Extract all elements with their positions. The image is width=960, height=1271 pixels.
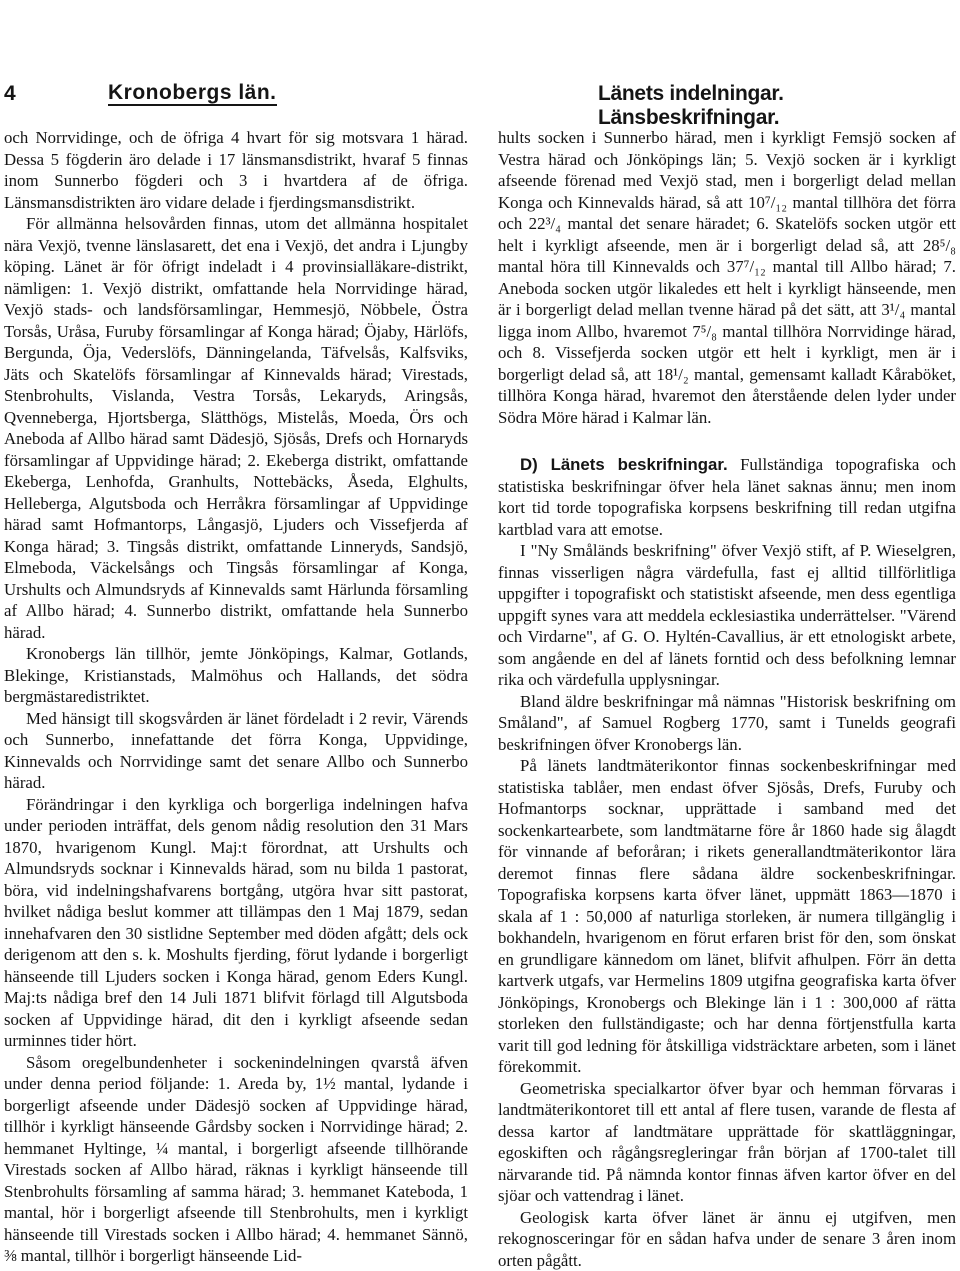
paragraph: Såsom oregelbundenheter i sockenindelningen qvarstå äfven under denna period följande: 1. Areda by, 1½ mantal, lydande i borgerligt afseende under Dädesjö socken af Uppvidinge härad, tillhör i kyrkligt hänseende Gårdsby socken i Norrvidinge härad; 2. hemmanet Hyltinge, ¼ mantal, i borgerligt afseende tillhörande Virestads socken af Allbo härad, räknas i kyrkligt hänseende till Stenbrohults församling af samma härad; 3. hemmanet Kateboda, 1 mantal, hör i borgerligt afseende till Stenbrohults, men i kyrkligt hänseende till Virestads socken i Allbo härad; 4. hemmanet Sännö, ⅜ mantal, tillhör i borgerligt hänseende Lid- [4,1052,468,1267]
paragraph: Bland äldre beskrifningar må nämnas "Historisk beskrifning om Småland", af Samuel Rogberg 1770, samt i Tunelds geografi beskrifningen öfver Kronobergs län. [498,691,956,756]
section-heading-paragraph [498,454,956,540]
running-title-left: Kronobergs län. [108,82,277,106]
running-title-right: Länets indelningar. Länsbeskrifningar. [598,82,960,130]
paragraph: För allmänna helsovården finnas, utom det allmänna hospitalet nära Vexjö, tvenne länslasarett, det ena i Vexjö, det andra i Ljungby köping. Länet är för öfrigt indeladt i 4 provinsialläkare-distrikt, nämligen: 1. Vexjö distrikt, omfattande hela Norrvidinge härad, Vexjö stads- och landsförsamlingar, Hemmesjö, Nöbbele, Östra Torsås, Uråsa, Furuby församlingar af Konga härad; Öjaby, Härlöfs, Bergunda, Öja, Vederslöfs, Dänningelanda, Täfvelsås, Kalfsviks, Jäts och Skatelöfs församlingar af Kinnevalds härad; Virestads, Stenbrohults, Vislanda, Vestra Torsås, Lekaryds, Aringsås, Qvenneberga, Hjortsberga, Slätthögs, Mistelås, Moeda, Örs och Aneboda af Allbo härad samt Dädesjö, Sjösås, Drefs och Hornaryds församlingar af Uppvidinge härad; 2. Ekeberga distrikt, omfattande Ekeberga, Lenhofda, Granhults, Nottebäcks, Åseda, Elghults, Helleberga, Algutsboda och Herråkra församlingar af Uppvidinge härad samt Hofmantorps, Långasjö, Ljuders och Vissefjerda af Konga härad; 3. Tingsås distrikt, omfattande Linneryds, Sandsjö, Elmeboda, Väckelsångs och Tingsås församlingar af Konga, Urshults och Almundsryds af Kinnevalds samt Härlunda församling af Allbo härad; 4. Sunnerbo distrikt, omfattande hela Sunnerbo härad. [4,213,468,643]
paragraph: På länets landtmäterikontor finnas sockenbeskrifningar med statistiska tablåer, men endast öfver Sjösås, Drefs, Furuby och Hofmantorps socknar, upprättade i samband med det sockenkartearbete, som landtmätarne före år 1860 hade sig ålagdt för vinnande af beforåran; i rikets generallandtmäterikontor lära deremot finnas flere sådana äldre sockenbeskrifningar. Topografiska korpsens karta öfver länet, uppmätt 1863—1870 i skala af 1 : 50,000 af naturliga storleken, är numera tillgänglig i bokhandeln, hvarigenom en förut erfaren brist för den, som önskat en grundligare kännedom om länet, blifvit afhulpen. Förr än detta kartverk utgafs, var Hermelins 1809 utgifna geografiska karta öfver Jönköpings, Kronobergs och Blekinge län i 1 : 300,000 af rätta storleken den fullständigaste; och har denna förtjenstfulla karta varit till god ledning för åtskilliga vidsträcktare arbeten, som i länet förekommit. [498,755,956,1078]
page-header [0,82,960,112]
page-number: 4 [4,82,16,106]
paragraph: Med hänsigt till skogsvården är länet fördeladt i 2 revir, Värends och Sunnerbo, innefattande det förra Konga, Uppvidinge, Kinnevalds och Norrvidinge samt det senare Allbo och Sunnerbo härad. [4,708,468,794]
section-heading: D) Länets beskrifningar. [520,455,728,474]
paragraph: och Norrvidinge, och de öfriga 4 hvart för sig motsvara 1 härad. Dessa 5 fögderin äro delade i 17 länsmansdistrikt, hvaraf 5 finnas inom Sunnerbo fögderi och 3 i hvartdera af de öfriga. Länsmansdistrikten äro vidare delade i fjerdingsmansdistrikt. [4,127,468,213]
paragraph: Kronobergs län tillhör, jemte Jönköpings, Kalmar, Gotlands, Blekinge, Kristianstads, Malmöhus och Hallands, det södra bergmästaredistriktet. [4,643,468,708]
paragraph: Förändringar i den kyrkliga och borgerliga indelningen hafva under perioden inträffat, dels genom nådig resolution den 31 Mars 1870, hvarigenom Kungl. Maj:t förordnat, att Urshults och Almundsryds socknar i Kinnevalds härad, som nu bilda 1 pastorat, böra, vid indelningshafvarens bortgång, utgöra hvar sitt pastorat, hvilket nådiga beslut kommer att tillämpas den 1 Maj 1879, sedan innehafvaren den 30 sistlidne September med döden afgått; dels ock derigenom att den s. k. Moshults fjerding, förut lydande i borgerligt hänseende till Ljuders socken i Konga härad, genom Eders Kungl. Maj:ts nådiga bref den 14 Juli 1871 blifvit förlagd till Algutsboda socken af Uppvidinge härad, dit den i kyrkligt afseende sedan urminnes tider hört. [4,794,468,1052]
paragraph: hults socken i Sunnerbo härad, men i kyrkligt Femsjö socken af Vestra härad och Jönköpings län; 5. Vexjö socken är i kyrkligt afseende förenad med Vexjö stad, men i borgerligt delad mellan Konga och Kinnevalds härad, så att 10⁷/₁₂ mantal tillhöra det förra och 22³/₄ mantal det senare häradet; 6. Skatelöfs socken utgör ett helt i kyrkligt afseende, men är i borgerligt delad så, att 28⁵/₈ mantal höra till Kinnevalds och 37⁷/₁₂ mantal till Allbo härad; 7. Aneboda socken utgör likaledes ett helt i kyrkligt hänseende, men är i borgerligt delad mellan tvenne härad på det sätt, att 3¹/₄ mantal ligga inom Allbo, hvaremot 7⁵/₈ mantal tillhöra Norrvidinge härad, och 8. Vissefjerda socken utgör ett helt i kyrkligt, men är i borgerligt delad så, att 18¹/₂ mantal, gemensamt kalladt Kåraböket, tillhöra Konga härad, hvaremot den återstående delen lyder under Södra Möre härad i Kalmar län. [498,127,956,428]
paragraph: Geologisk karta öfver länet är ännu ej utgifven, men rekognosceringar för en sådan hafva under de senare 3 åren inom orten pågått. [498,1207,956,1271]
right-column [498,127,956,1271]
paragraph-text: Fullständiga topografiska och statistiska beskrifningar öfver hela länet saknas ännu; men inom kort tid torde topografiska korpsens beskrifning till redan utgifna kartblad vara att emotse. [498,455,956,539]
left-column [4,127,468,1267]
paragraph: I "Ny Småländs beskrifning" öfver Vexjö stift, af P. Wieselgren, finnas visserligen några värdefulla, fast ej alltid tillförlitliga uppgifter i topografiskt och statistiskt afseende, men dess egentliga uppgift synes vara att meddela ecklesiastika underrättelser. "Värend och Virdarne", af G. O. Hyltén-Cavallius, är ett etnologiskt arbete, som angående en del af länets forntid och dess befolkning lemnar rika och värdefulla upplysningar. [498,540,956,691]
paragraph: Geometriska specialkartor öfver byar och hemman förvaras i landtmäterikontoret till ett antal af flere tusen, varande de flesta af dessa kartor af landtmätare upprättade för skattläggningar, egoskiften och rågångsregleringar från början af 1700-talet till närvarande tid. På nämnda kontor finnas äfven kartor öfver en del sjöar och vattendrag i länet. [498,1078,956,1207]
